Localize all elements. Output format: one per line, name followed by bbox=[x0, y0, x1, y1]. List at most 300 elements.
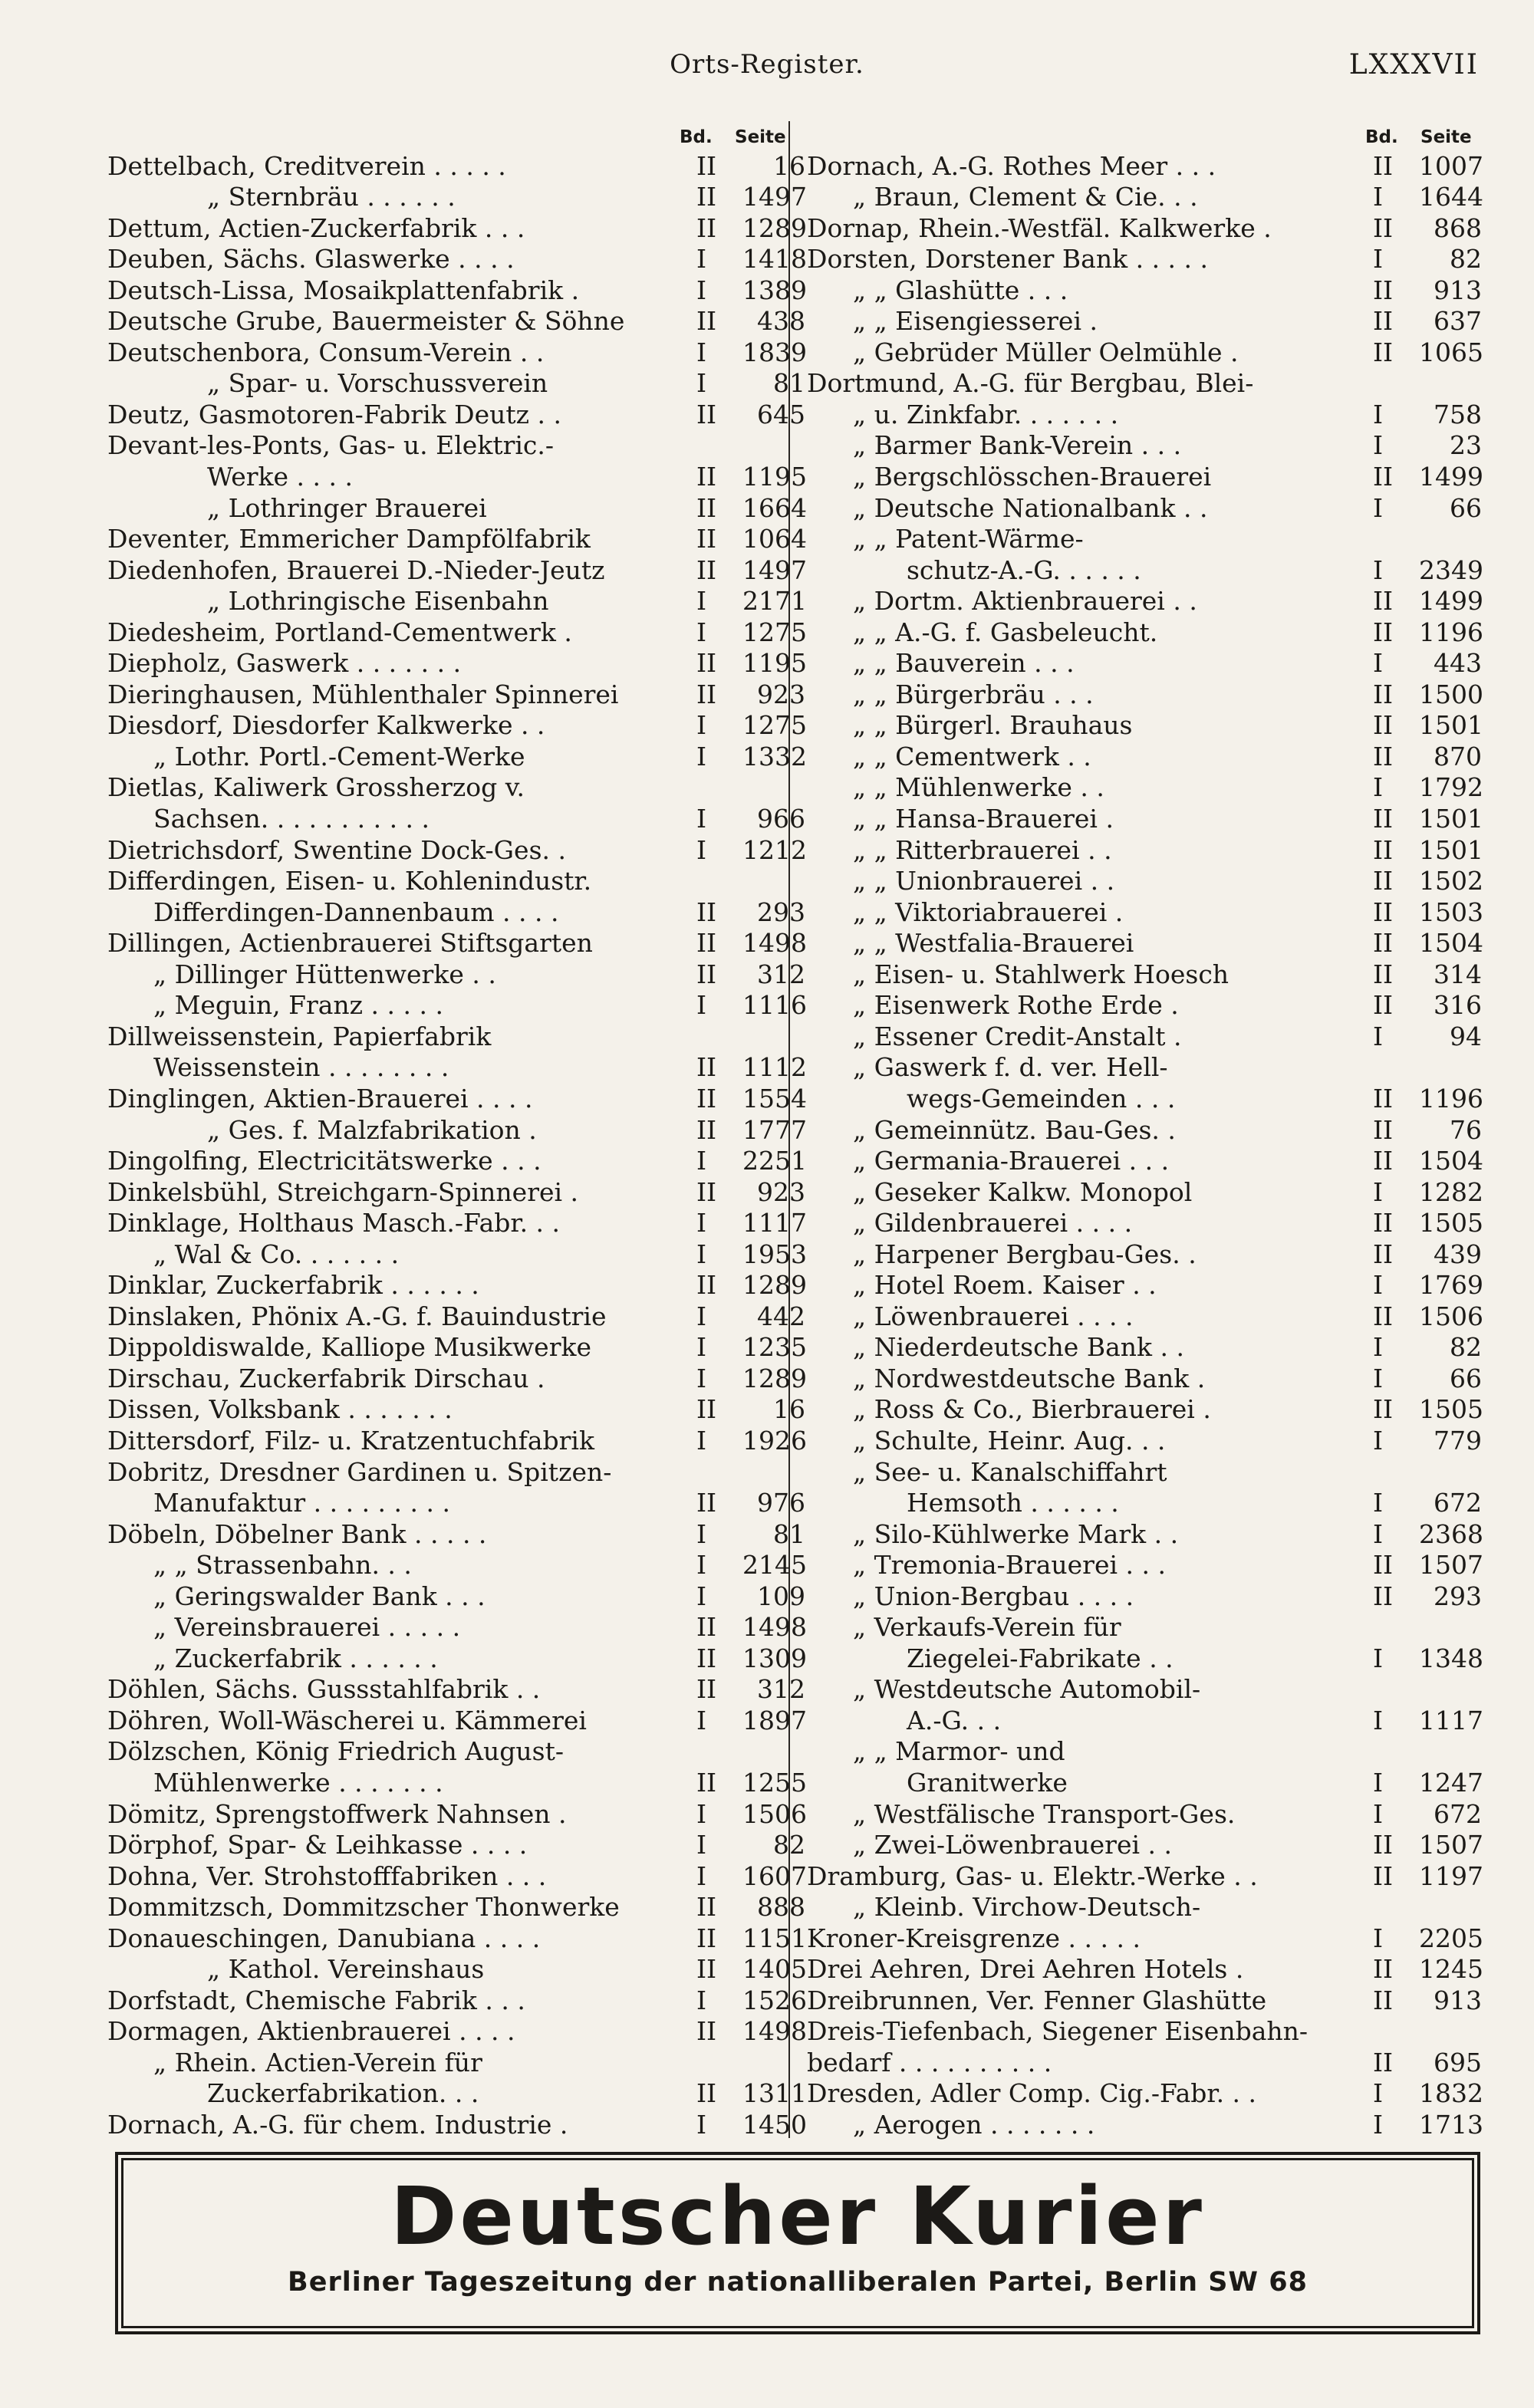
entry-name: „ „ Hansa-Brauerei . bbox=[853, 804, 1114, 834]
index-entry bbox=[807, 1767, 1482, 1798]
entry-volume: II bbox=[1373, 1830, 1394, 1860]
entry-name: Dittersdorf, Filz- u. Kratzentuchfabrik bbox=[107, 1425, 594, 1456]
entry-name: Diedenhofen, Brauerei D.-Nieder-Jeutz bbox=[107, 554, 605, 585]
entry-volume: II bbox=[696, 1083, 717, 1114]
entry-page: 1450 bbox=[742, 2110, 807, 2140]
index-entry bbox=[107, 1860, 805, 1892]
index-entry bbox=[107, 803, 805, 834]
entry-name: Differdingen, Eisen- u. Kohlenindustr. bbox=[107, 866, 592, 896]
entry-volume: II bbox=[1373, 741, 1394, 771]
entry-volume: II bbox=[696, 524, 717, 554]
entry-page: 1196 bbox=[1419, 1083, 1483, 1114]
entry-volume: I bbox=[696, 1550, 707, 1581]
index-entry bbox=[107, 1798, 805, 1830]
entry-name: „ u. Zinkfabr. . . . . . . bbox=[853, 399, 1119, 429]
entry-volume: I bbox=[696, 1239, 707, 1269]
entry-page: 66 bbox=[1450, 1363, 1482, 1393]
entry-volume: II bbox=[696, 492, 717, 523]
index-entry bbox=[807, 1394, 1482, 1426]
entry-volume: II bbox=[1373, 1985, 1394, 2015]
index-entry bbox=[807, 1674, 1482, 1706]
index-entry bbox=[107, 1363, 805, 1394]
index-entry bbox=[807, 586, 1482, 617]
index-entry bbox=[107, 212, 805, 244]
entry-name: Dormagen, Aktienbrauerei . . . . bbox=[107, 2016, 515, 2047]
entry-name: Döhren, Woll-Wäscherei u. Kämmerei bbox=[107, 1705, 587, 1735]
entry-volume: II bbox=[1373, 586, 1394, 617]
index-entry bbox=[107, 2078, 805, 2110]
index-entry bbox=[107, 1923, 805, 1954]
entry-name: Dornach, A.-G. Rothes Meer . . . bbox=[807, 150, 1216, 181]
entry-page: 758 bbox=[1434, 399, 1482, 429]
entry-name: „ Meguin, Franz . . . . . bbox=[153, 990, 443, 1021]
entry-name: Zuckerfabrikation. . . bbox=[207, 2078, 479, 2109]
entry-page: 1503 bbox=[1419, 896, 1483, 927]
entry-page: 81 bbox=[773, 368, 805, 399]
index-entry bbox=[107, 461, 805, 492]
entry-page: 966 bbox=[757, 804, 805, 834]
ad-subtitle: Berliner Tageszeitung der nationalliberalen Partei, Berlin SW 68 bbox=[288, 2267, 1308, 2298]
entry-name: Dippoldiswalde, Kalliope Musikwerke bbox=[107, 1332, 592, 1363]
entry-page: 1832 bbox=[1419, 2078, 1483, 2109]
entry-name: „ „ Unionbrauerei . . bbox=[853, 866, 1115, 896]
entry-page: 443 bbox=[1434, 648, 1482, 679]
index-entry bbox=[807, 150, 1482, 182]
entry-page: 1064 bbox=[742, 524, 807, 554]
index-entry bbox=[107, 1767, 805, 1798]
index-entry bbox=[807, 1830, 1482, 1861]
entry-volume: II bbox=[1373, 1581, 1394, 1611]
entry-name: „ Kleinb. Virchow-Deutsch- bbox=[853, 1892, 1201, 1923]
entry-page: 2145 bbox=[742, 1550, 807, 1581]
entry-volume: I bbox=[1373, 1488, 1384, 1518]
entry-volume: II bbox=[1373, 1301, 1394, 1331]
entry-page: 645 bbox=[757, 399, 805, 429]
index-entry bbox=[107, 1954, 805, 1985]
entry-page: 1195 bbox=[742, 648, 807, 679]
entry-name: Weissenstein . . . . . . . . bbox=[153, 1052, 449, 1083]
entry-volume: I bbox=[1373, 772, 1384, 803]
entry-page: 1505 bbox=[1419, 1208, 1483, 1239]
entry-name: „ Germania-Brauerei . . . bbox=[853, 1146, 1170, 1176]
right-column bbox=[807, 123, 1482, 2140]
entry-page: 1506 bbox=[1419, 1301, 1483, 1331]
entry-name: „ Zwei-Löwenbrauerei . . bbox=[853, 1830, 1172, 1860]
entry-page: 16 bbox=[773, 150, 805, 181]
entry-name: Dinklage, Holthaus Masch.-Fabr. . . bbox=[107, 1208, 561, 1239]
index-entry bbox=[107, 1021, 805, 1052]
entry-name: schutz-A.-G. . . . . . bbox=[907, 554, 1141, 585]
entry-page: 1247 bbox=[1419, 1767, 1483, 1798]
entry-name: Dörphof, Spar- & Leihkasse . . . . bbox=[107, 1830, 528, 1860]
entry-name: „ Lothr. Portl.-Cement-Werke bbox=[153, 741, 525, 771]
entry-page: 1389 bbox=[742, 275, 807, 305]
entry-name: Werke . . . . bbox=[207, 462, 353, 492]
index-entry bbox=[107, 337, 805, 368]
entry-name: „ „ Viktoriabrauerei . bbox=[853, 896, 1124, 927]
entry-volume: I bbox=[696, 1208, 707, 1239]
index-entry bbox=[107, 586, 805, 617]
index-entry bbox=[807, 554, 1482, 586]
entry-name: Donaueschingen, Danubiana . . . . bbox=[107, 1923, 541, 1953]
entry-volume: I bbox=[1373, 492, 1384, 523]
index-entry bbox=[107, 1985, 805, 2016]
entry-name: „ Harpener Bergbau-Ges. . bbox=[853, 1239, 1197, 1269]
index-entry bbox=[107, 430, 805, 462]
entry-page: 695 bbox=[1434, 2047, 1482, 2077]
entry-volume: I bbox=[696, 741, 707, 771]
entry-name: „ Geseker Kalkw. Monopol bbox=[853, 1176, 1193, 1207]
entry-page: 1499 bbox=[1419, 462, 1483, 492]
entry-volume: II bbox=[696, 1114, 717, 1145]
index-entry bbox=[807, 1363, 1482, 1394]
entry-page: 870 bbox=[1434, 741, 1482, 771]
entry-name: Döbeln, Döbelner Bank . . . . . bbox=[107, 1518, 487, 1549]
entry-volume: II bbox=[1373, 462, 1394, 492]
entry-page: 82 bbox=[1450, 1332, 1482, 1363]
entry-name: Dingolfing, Electricitätswerke . . . bbox=[107, 1146, 542, 1176]
entry-page: 442 bbox=[757, 1301, 805, 1331]
index-entry bbox=[807, 2109, 1482, 2140]
entry-page: 1839 bbox=[742, 337, 807, 367]
index-entry bbox=[807, 1985, 1482, 2016]
entry-page: 16 bbox=[773, 1394, 805, 1425]
entry-name: „ Sternbräu . . . . . . bbox=[207, 182, 456, 212]
seite-header: Seite bbox=[1420, 127, 1472, 147]
index-entry bbox=[807, 1021, 1482, 1052]
index-entry bbox=[107, 1550, 805, 1581]
entry-name: „ Vereinsbrauerei . . . . . bbox=[153, 1612, 461, 1643]
entry-page: 1501 bbox=[1419, 710, 1483, 741]
entry-volume: I bbox=[1373, 1767, 1384, 1798]
entry-page: 868 bbox=[1434, 212, 1482, 243]
index-entry bbox=[807, 803, 1482, 834]
left-column-header bbox=[107, 123, 805, 150]
index-entry bbox=[807, 1176, 1482, 1208]
entry-page: 1769 bbox=[1419, 1270, 1483, 1301]
index-entry bbox=[107, 2016, 805, 2048]
entry-name: Dreibrunnen, Ver. Fenner Glashütte bbox=[807, 1985, 1267, 2015]
index-entry bbox=[807, 275, 1482, 306]
entry-volume: I bbox=[1373, 430, 1384, 461]
entry-name: Kroner-Kreisgrenze . . . . . bbox=[807, 1923, 1141, 1953]
index-entry bbox=[807, 1270, 1482, 1301]
entry-volume: II bbox=[1373, 212, 1394, 243]
entry-page: 1117 bbox=[1419, 1705, 1483, 1735]
entry-volume: I bbox=[1373, 1363, 1384, 1393]
entry-name: „ „ Strassenbahn. . . bbox=[153, 1550, 412, 1581]
entry-name: Diesdorf, Diesdorfer Kalkwerke . . bbox=[107, 710, 545, 741]
entry-name: „ Gebrüder Müller Oelmühle . bbox=[853, 337, 1239, 367]
entry-name: „ Dortm. Aktienbrauerei . . bbox=[853, 586, 1197, 617]
entry-page: 1282 bbox=[1419, 1176, 1483, 1207]
entry-name: Dinkelsbühl, Streichgarn-Spinnerei . bbox=[107, 1176, 579, 1207]
entry-name: „ Deutsche Nationalbank . . bbox=[853, 492, 1208, 523]
entry-volume: I bbox=[1373, 1176, 1384, 1207]
index-entry bbox=[107, 679, 805, 710]
page-header bbox=[0, 49, 1534, 86]
entry-page: 1195 bbox=[742, 462, 807, 492]
entry-page: 976 bbox=[757, 1488, 805, 1518]
index-entry bbox=[807, 1239, 1482, 1270]
entry-page: 1506 bbox=[742, 1798, 807, 1829]
entry-volume: II bbox=[696, 306, 717, 337]
entry-volume: I bbox=[1373, 1425, 1384, 1456]
entry-volume: I bbox=[1373, 648, 1384, 679]
entry-name: Dietlas, Kaliwerk Grossherzog v. bbox=[107, 772, 525, 803]
index-entry bbox=[107, 2109, 805, 2140]
entry-name: bedarf . . . . . . . . . . bbox=[807, 2047, 1052, 2077]
entry-volume: I bbox=[696, 244, 707, 275]
index-entry bbox=[107, 1332, 805, 1364]
entry-page: 94 bbox=[1450, 1021, 1482, 1051]
entry-name: Dillingen, Actienbrauerei Stiftsgarten bbox=[107, 928, 593, 959]
index-entry bbox=[107, 772, 805, 804]
entry-page: 672 bbox=[1434, 1488, 1482, 1518]
entry-name: Dissen, Volksbank . . . . . . . bbox=[107, 1394, 453, 1425]
entry-volume: I bbox=[1373, 1332, 1384, 1363]
entry-volume: II bbox=[696, 1270, 717, 1301]
entry-name: „ Ross & Co., Bierbrauerei . bbox=[853, 1394, 1211, 1425]
entry-volume: II bbox=[1373, 150, 1394, 181]
entry-page: 1713 bbox=[1419, 2110, 1483, 2140]
index-entry bbox=[107, 896, 805, 928]
index-entry bbox=[807, 1954, 1482, 1985]
index-entry bbox=[807, 524, 1482, 555]
entry-volume: II bbox=[1373, 866, 1394, 896]
entry-name: Döhlen, Sächs. Gussstahlfabrik . . bbox=[107, 1674, 541, 1705]
index-entry bbox=[807, 368, 1482, 400]
index-entry bbox=[807, 741, 1482, 772]
entry-page: 82 bbox=[1450, 244, 1482, 275]
entry-page: 1498 bbox=[742, 1612, 807, 1643]
index-entry bbox=[807, 648, 1482, 679]
entry-page: 2251 bbox=[742, 1146, 807, 1176]
entry-page: 2205 bbox=[1419, 1923, 1483, 1953]
entry-volume: I bbox=[696, 586, 707, 617]
entry-page: 1255 bbox=[742, 1767, 807, 1798]
entry-page: 1112 bbox=[742, 1052, 807, 1083]
entry-name: Dornach, A.-G. für chem. Industrie . bbox=[107, 2110, 568, 2140]
entry-page: 1405 bbox=[742, 1954, 807, 1985]
entry-page: 1554 bbox=[742, 1083, 807, 1114]
index-entry bbox=[107, 834, 805, 866]
entry-name: „ Eisen- u. Stahlwerk Hoesch bbox=[853, 959, 1230, 989]
entry-name: „ Westdeutsche Automobil- bbox=[853, 1674, 1201, 1705]
entry-name: „ Lothringische Eisenbahn bbox=[207, 586, 549, 617]
entry-volume: I bbox=[696, 1581, 707, 1611]
index-entry bbox=[107, 150, 805, 182]
entry-name: „ Dillinger Hüttenwerke . . bbox=[153, 959, 496, 989]
entry-page: 1504 bbox=[1419, 1146, 1483, 1176]
entry-page: 314 bbox=[1434, 959, 1482, 989]
entry-volume: I bbox=[1373, 1798, 1384, 1829]
entry-volume: I bbox=[696, 1363, 707, 1393]
entry-volume: II bbox=[1373, 275, 1394, 305]
index-entry bbox=[807, 1612, 1482, 1643]
entry-name: Dettum, Actien-Zuckerfabrik . . . bbox=[107, 212, 525, 243]
entry-name: „ Tremonia-Brauerei . . . bbox=[853, 1550, 1166, 1581]
entry-name: „ „ Cementwerk . . bbox=[853, 741, 1091, 771]
entry-page: 672 bbox=[1434, 1798, 1482, 1829]
entry-volume: II bbox=[1373, 679, 1394, 709]
index-entry bbox=[807, 492, 1482, 524]
entry-volume: I bbox=[1373, 1705, 1384, 1735]
index-entry bbox=[807, 399, 1482, 430]
entry-volume: II bbox=[696, 399, 717, 429]
index-entry bbox=[807, 1736, 1482, 1768]
entry-name: „ Eisenwerk Rothe Erde . bbox=[853, 990, 1179, 1021]
entry-volume: II bbox=[696, 1643, 717, 1673]
entry-volume: II bbox=[696, 648, 717, 679]
entry-name: Deutz, Gasmotoren-Fabrik Deutz . . bbox=[107, 399, 561, 429]
entry-page: 1311 bbox=[742, 2078, 807, 2109]
entry-page: 1497 bbox=[742, 182, 807, 212]
entry-volume: II bbox=[696, 1052, 717, 1083]
entry-volume: I bbox=[696, 1860, 707, 1891]
entry-volume: II bbox=[696, 1923, 717, 1953]
index-entry bbox=[107, 1052, 805, 1084]
index-entry bbox=[107, 1488, 805, 1519]
entry-page: 1309 bbox=[742, 1643, 807, 1673]
left-column bbox=[107, 123, 805, 2140]
index-entry bbox=[107, 741, 805, 772]
entry-page: 1332 bbox=[742, 741, 807, 771]
entry-volume: I bbox=[696, 710, 707, 741]
entry-page: 1505 bbox=[1419, 1394, 1483, 1425]
entry-volume: II bbox=[1373, 1550, 1394, 1581]
entry-volume: II bbox=[696, 1488, 717, 1518]
entry-name: Dortmund, A.-G. für Bergbau, Blei- bbox=[807, 368, 1254, 399]
entry-volume: I bbox=[696, 368, 707, 399]
index-entry bbox=[107, 1581, 805, 1612]
index-entry bbox=[107, 1612, 805, 1643]
index-entry bbox=[107, 1394, 805, 1426]
entry-volume: II bbox=[1373, 990, 1394, 1021]
index-entry bbox=[807, 1146, 1482, 1177]
entry-name: „ Union-Bergbau . . . . bbox=[853, 1581, 1134, 1611]
entry-volume: II bbox=[696, 2016, 717, 2047]
entry-volume: I bbox=[696, 1425, 707, 1456]
entry-volume: II bbox=[1373, 959, 1394, 989]
entry-name: Deventer, Emmericher Dampfölfabrik bbox=[107, 524, 591, 554]
index-entry bbox=[107, 1239, 805, 1270]
entry-page: 1497 bbox=[742, 554, 807, 585]
entry-name: Dillweissenstein, Papierfabrik bbox=[107, 1021, 492, 1051]
index-entry bbox=[807, 244, 1482, 275]
entry-volume: I bbox=[696, 1985, 707, 2015]
entry-page: 923 bbox=[757, 1176, 805, 1207]
entry-page: 1289 bbox=[742, 1363, 807, 1393]
index-entry bbox=[807, 1860, 1482, 1892]
index-entry bbox=[807, 866, 1482, 897]
entry-name: wegs-Gemeinden . . . bbox=[907, 1083, 1176, 1114]
entry-volume: I bbox=[1373, 1270, 1384, 1301]
entry-page: 1507 bbox=[1419, 1550, 1483, 1581]
entry-page: 1926 bbox=[742, 1425, 807, 1456]
entry-page: 1498 bbox=[742, 928, 807, 959]
entry-volume: II bbox=[1373, 2047, 1394, 2077]
index-entry bbox=[807, 1705, 1482, 1736]
index-entry bbox=[107, 1301, 805, 1332]
entry-page: 81 bbox=[773, 1518, 805, 1549]
entry-page: 438 bbox=[757, 306, 805, 337]
index-entry bbox=[807, 710, 1482, 742]
index-entry bbox=[107, 617, 805, 648]
entry-page: 109 bbox=[757, 1581, 805, 1611]
entry-page: 1065 bbox=[1419, 337, 1483, 367]
entry-volume: I bbox=[1373, 554, 1384, 585]
index-entry bbox=[807, 617, 1482, 648]
entry-volume: II bbox=[1373, 1146, 1394, 1176]
index-entry bbox=[107, 1518, 805, 1550]
entry-name: „ Zuckerfabrik . . . . . . bbox=[153, 1643, 438, 1673]
index-entry bbox=[807, 1798, 1482, 1830]
entry-page: 913 bbox=[1434, 1985, 1482, 2015]
index-entry bbox=[807, 1923, 1482, 1954]
index-entry bbox=[807, 959, 1482, 990]
entry-volume: II bbox=[696, 1612, 717, 1643]
entry-name: „ Löwenbrauerei . . . . bbox=[853, 1301, 1134, 1331]
index-entry bbox=[807, 1581, 1482, 1612]
entry-page: 312 bbox=[757, 959, 805, 989]
entry-volume: I bbox=[1373, 2078, 1384, 2109]
index-entry bbox=[807, 1643, 1482, 1674]
index-entry bbox=[107, 1146, 805, 1177]
entry-volume: II bbox=[696, 182, 717, 212]
bd-header: Bd. bbox=[680, 127, 713, 147]
entry-volume: I bbox=[696, 1798, 707, 1829]
entry-page: 1501 bbox=[1419, 804, 1483, 834]
entry-volume: II bbox=[1373, 1239, 1394, 1269]
entry-volume: I bbox=[696, 990, 707, 1021]
entry-name: „ „ Marmor- und bbox=[853, 1736, 1065, 1767]
index-entry bbox=[807, 306, 1482, 337]
entry-page: 312 bbox=[757, 1674, 805, 1705]
entry-page: 1504 bbox=[1419, 928, 1483, 959]
index-entry bbox=[107, 1425, 805, 1456]
entry-name: Granitwerke bbox=[907, 1767, 1068, 1798]
entry-volume: II bbox=[696, 896, 717, 927]
entry-name: „ Nordwestdeutsche Bank . bbox=[853, 1363, 1206, 1393]
entry-volume: II bbox=[1373, 337, 1394, 367]
entry-page: 1348 bbox=[1419, 1643, 1483, 1673]
entry-page: 1500 bbox=[1419, 679, 1483, 709]
entry-page: 1289 bbox=[742, 212, 807, 243]
entry-volume: II bbox=[696, 1954, 717, 1985]
index-entry bbox=[807, 1332, 1482, 1364]
entry-volume: II bbox=[1373, 896, 1394, 927]
index-entry bbox=[807, 1456, 1482, 1488]
entry-name: „ Westfälische Transport-Ges. bbox=[853, 1798, 1236, 1829]
entry-volume: I bbox=[696, 804, 707, 834]
entry-name: „ „ Westfalia-Brauerei bbox=[853, 928, 1134, 959]
entry-name: „ „ Bürgerl. Brauhaus bbox=[853, 710, 1133, 741]
entry-page: 2171 bbox=[742, 586, 807, 617]
entry-name: „ Lothringer Brauerei bbox=[207, 492, 487, 523]
index-entry bbox=[807, 1550, 1482, 1581]
entry-volume: II bbox=[696, 928, 717, 959]
index-entry bbox=[107, 959, 805, 990]
entry-name: „ Spar- u. Vorschussverein bbox=[207, 368, 548, 399]
index-entry bbox=[107, 928, 805, 959]
index-entry bbox=[107, 990, 805, 1021]
entry-volume: II bbox=[1373, 710, 1394, 741]
index-entry bbox=[807, 1518, 1482, 1550]
entry-page: 23 bbox=[1450, 430, 1482, 461]
entry-volume: II bbox=[1373, 1394, 1394, 1425]
entry-page: 2368 bbox=[1419, 1518, 1483, 1549]
